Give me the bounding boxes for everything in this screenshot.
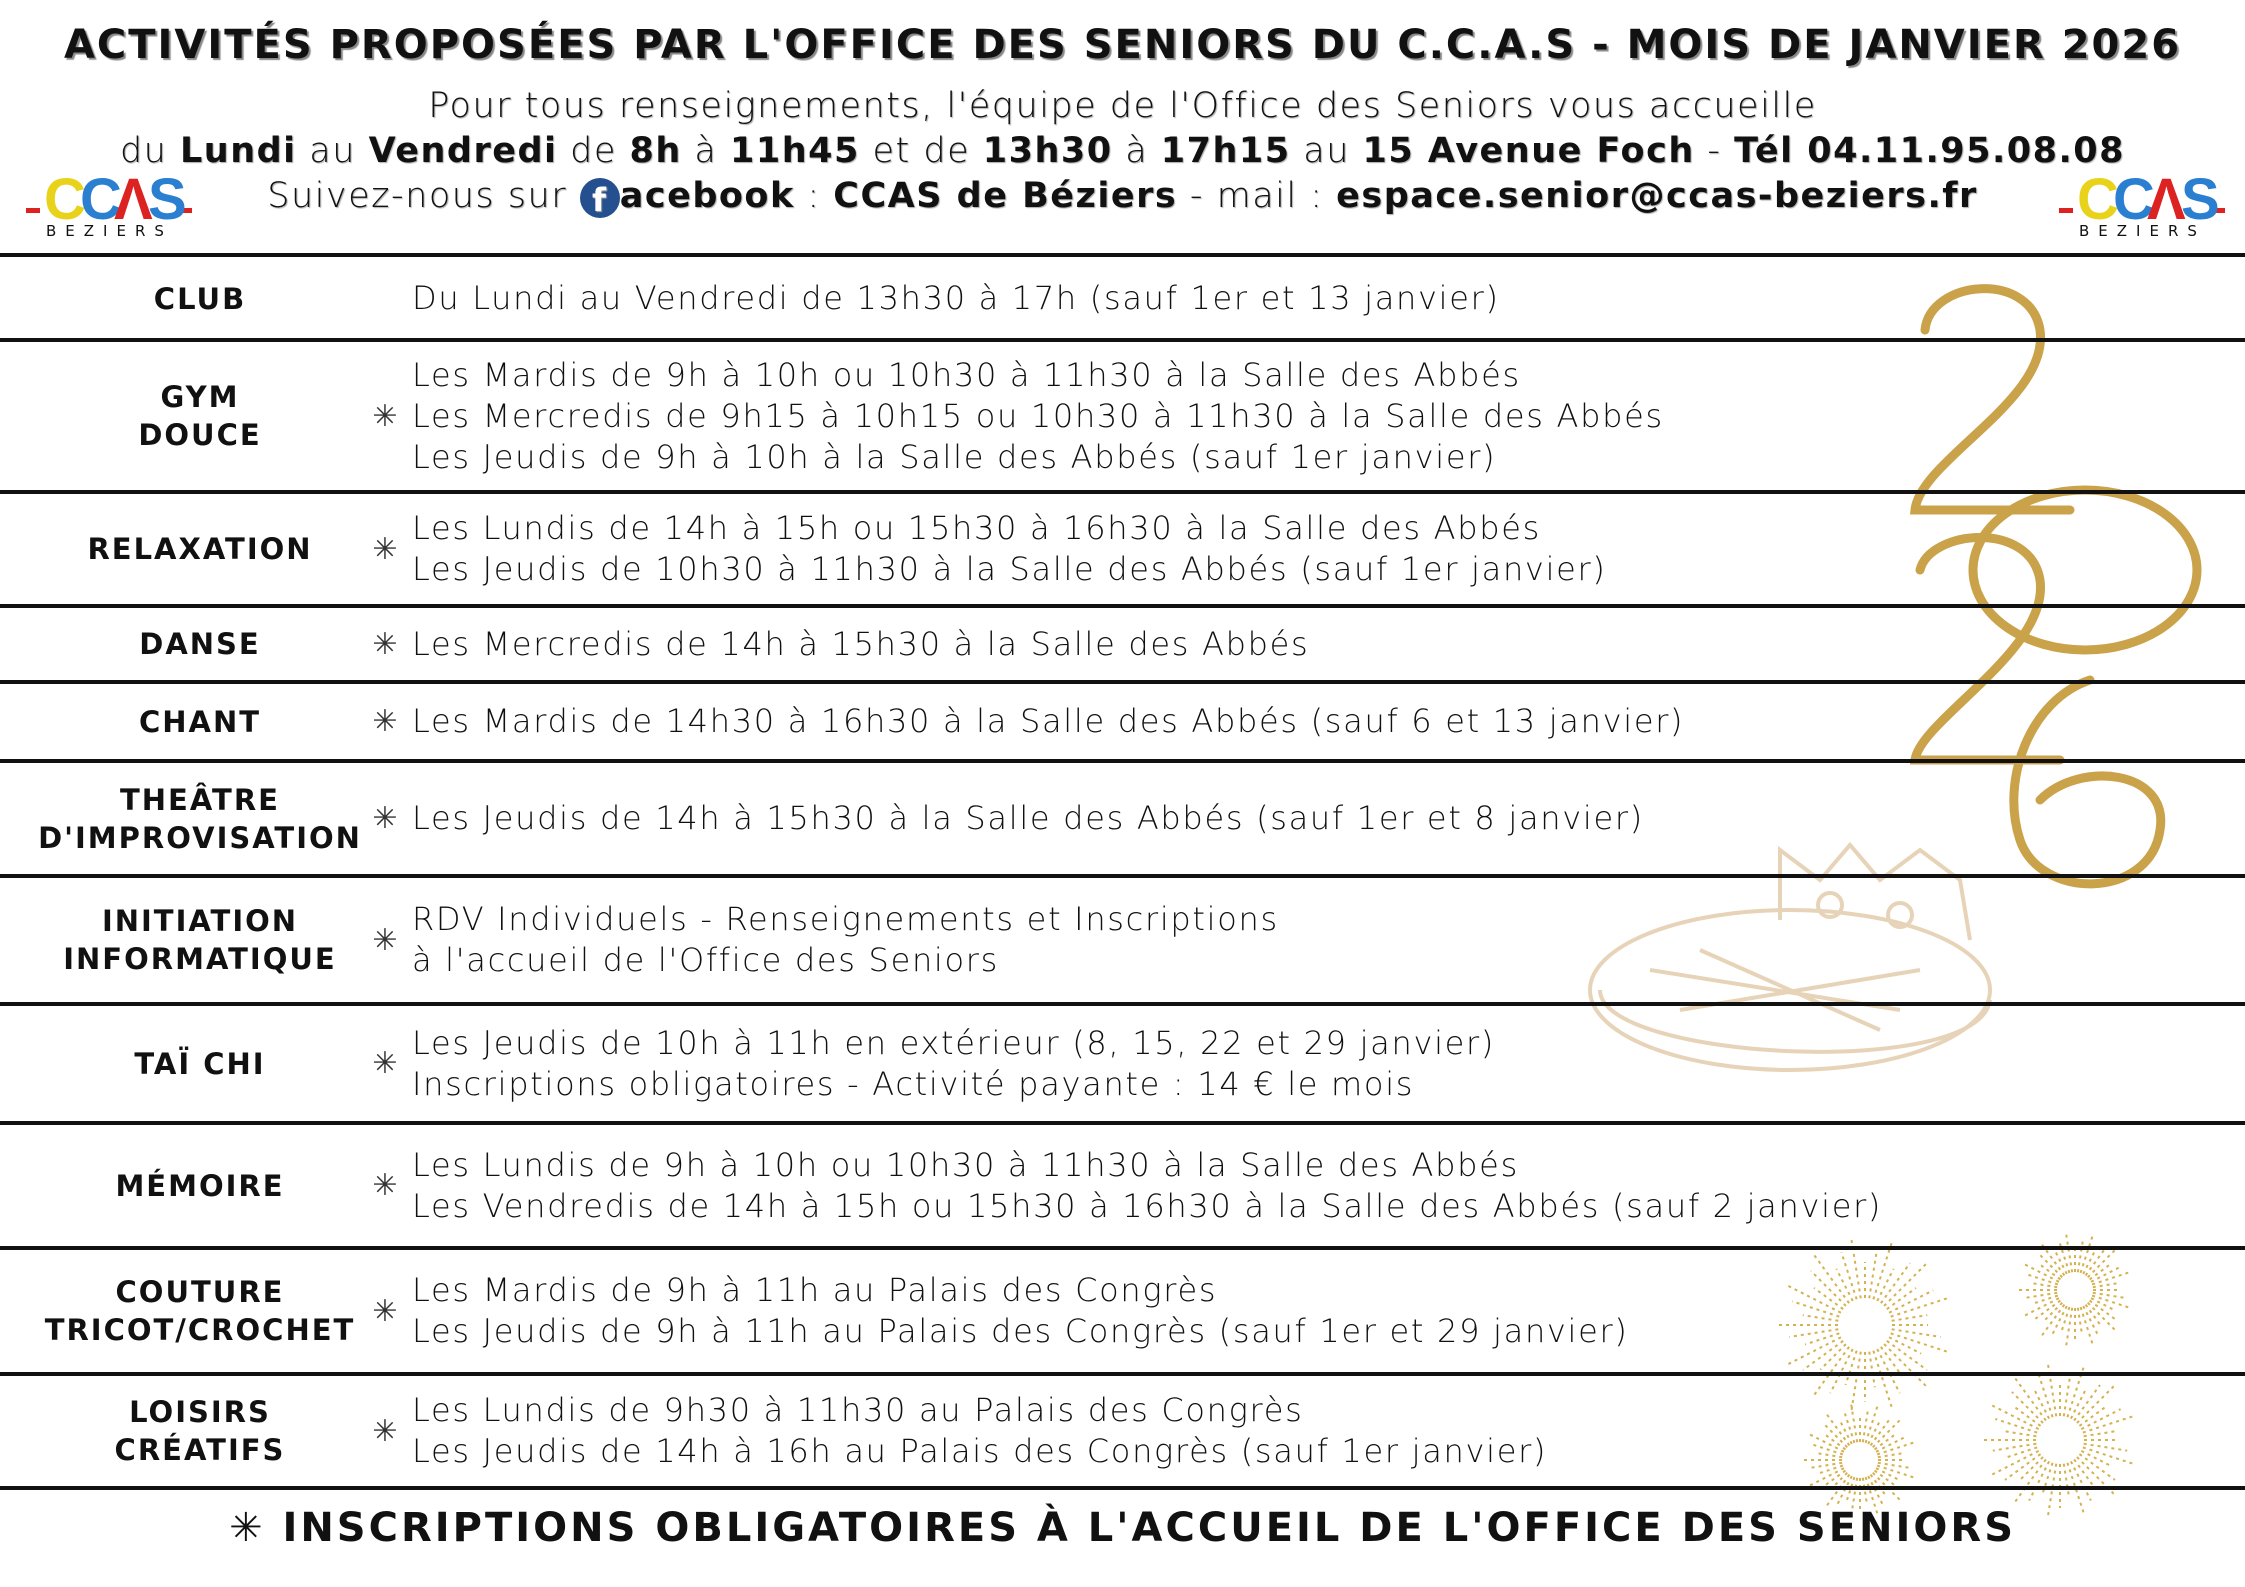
activity-schedule — [412, 278, 1500, 319]
activity-label-line: MÉMOIRE — [115, 1168, 285, 1203]
schedule-line: Les Mardis de 14h30 à 16h30 à la Salle des Abbés (sauf 6 et 13 janvier) — [412, 702, 1685, 740]
schedule-line: Les Mercredis de 14h à 15h30 à la Salle des Abbés — [412, 624, 1310, 663]
activity-label-line: INITIATION — [101, 904, 299, 938]
schedule-line: Les Jeudis de 9h à 11h au Palais des Congrès (sauf 1er et 29 janvier) — [412, 1312, 1629, 1350]
activity-label-line: INFORMATIQUE — [63, 942, 337, 976]
schedule-line: Les Lundis de 9h30 à 11h30 au Palais des Congrès — [412, 1391, 1304, 1429]
info-line: Pour tous renseignements, l'équipe de l'Office des Seniors vous accueille — [428, 86, 1817, 126]
schedule-line: Les Jeudis de 9h à 10h à la Salle des Abbés (sauf 1er janvier) — [412, 437, 1497, 476]
activity-label-line: DANSE — [139, 627, 261, 661]
activity-schedule — [412, 1145, 1882, 1227]
activity-label-line: CLUB — [153, 281, 247, 316]
activity-label — [0, 1393, 400, 1469]
schedule-line: RDV Individuels - Renseignements et Inscriptions — [412, 900, 1279, 938]
activity-label-line: DOUCE — [138, 418, 262, 452]
asterisk-icon: ✳ — [372, 626, 398, 662]
address: 15 Avenue Foch — [1362, 131, 1695, 171]
divider — [0, 253, 2245, 257]
activity-label — [0, 781, 400, 857]
activity-label — [0, 703, 400, 741]
activity-label — [0, 625, 400, 663]
facebook-link[interactable]: acebook — [619, 176, 795, 216]
activity-label-line: GYM — [160, 380, 240, 414]
schedule-line: Les Jeudis de 14h à 15h30 à la Salle des Abbés (sauf 1er et 8 janvier) — [412, 799, 1644, 837]
facebook-icon[interactable]: f — [580, 178, 620, 218]
ccas-logo-left: C C Λ S BEZIERS — [22, 170, 192, 240]
divider — [0, 1486, 2245, 1490]
activity-row — [0, 494, 2245, 604]
activity-row — [0, 1250, 2245, 1372]
activity-schedule — [412, 508, 1607, 590]
schedule-line: Les Mardis de 9h à 11h au Palais des Congrès — [412, 1271, 1218, 1309]
asterisk-icon: ✳ — [228, 1505, 266, 1551]
asterisk-icon: ✳ — [372, 922, 398, 958]
schedule-line: Les Mardis de 9h à 10h ou 10h30 à 11h30 à la Salle des Abbés — [412, 355, 1521, 394]
hours-line: du Lundi au Vendredi de 8h à 11h45 et de 13h30 à 17h15 au 15 Avenue Foch - Tél 04.11.95.08.08 — [119, 131, 2126, 171]
activity-row — [0, 259, 2245, 338]
ccas-logo-right: C C Λ S BEZIERS — [2055, 170, 2225, 240]
asterisk-icon: ✳ — [372, 704, 398, 739]
asterisk-icon: ✳ — [372, 531, 398, 567]
schedule-line: Les Jeudis de 10h30 à 11h30 à la Salle des Abbés (sauf 1er janvier) — [412, 550, 1607, 588]
activity-row — [0, 1125, 2245, 1246]
activity-label-line: LOISIRS — [129, 1395, 271, 1429]
activity-row — [0, 684, 2245, 759]
activity-label — [0, 1273, 400, 1349]
activity-label-line: D'IMPROVISATION — [38, 820, 362, 855]
activity-label-line: COUTURE — [115, 1275, 285, 1309]
activity-label-line: TRICOT/CROCHET — [44, 1313, 356, 1347]
activity-label — [0, 902, 400, 978]
facebook-page[interactable]: CCAS de Béziers — [833, 176, 1178, 216]
activity-row — [0, 342, 2245, 490]
activity-schedule — [412, 701, 1684, 742]
activity-label-line: THEÂTRE — [120, 782, 280, 817]
schedule-line: Les Mercredis de 9h15 à 10h15 ou 10h30 à 11h30 à la Salle des Abbés — [412, 396, 1664, 435]
activity-row — [0, 763, 2245, 874]
activity-label-line: TAÏ CHI — [134, 1046, 266, 1081]
activity-schedule — [412, 1270, 1629, 1352]
schedule-line: Les Lundis de 9h à 10h ou 10h30 à 11h30 à la Salle des Abbés — [412, 1145, 1519, 1184]
activity-schedule — [412, 1023, 1495, 1105]
activity-schedule — [412, 1390, 1547, 1472]
activity-label — [0, 1167, 400, 1205]
activity-label — [0, 378, 400, 454]
activity-row — [0, 1006, 2245, 1121]
activity-label-line: RELAXATION — [87, 532, 313, 566]
activity-schedule — [412, 899, 1279, 981]
registration-notice: ✳ INSCRIPTIONS OBLIGATOIRES À L'ACCUEIL DE L'OFFICE DES SENIORS — [228, 1505, 2017, 1551]
schedule-line: Les Lundis de 14h à 15h ou 15h30 à 16h30 à la Salle des Abbés — [412, 509, 1541, 547]
activity-row — [0, 1376, 2245, 1486]
asterisk-icon: ✳ — [372, 1413, 398, 1449]
schedule-line: Du Lundi au Vendredi de 13h30 à 17h (sauf 1er et 13 janvier) — [412, 279, 1500, 317]
activity-schedule — [412, 798, 1644, 839]
asterisk-icon: ✳ — [372, 1293, 398, 1329]
asterisk-icon: ✳ — [372, 1046, 398, 1081]
activity-schedule — [412, 624, 1309, 665]
activity-label-line: CHANT — [138, 704, 262, 739]
asterisk-icon: ✳ — [372, 398, 398, 434]
activity-row — [0, 608, 2245, 680]
schedule-line: Les Jeudis de 10h à 11h en extérieur (8, 15, 22 et 29 janvier) — [412, 1023, 1496, 1062]
activity-schedule — [412, 355, 1664, 478]
activity-label-line: CRÉATIFS — [114, 1433, 286, 1467]
activity-label — [0, 280, 400, 318]
asterisk-icon: ✳ — [372, 801, 398, 836]
email-link[interactable]: espace.senior@ccas-beziers.fr — [1336, 176, 1978, 216]
activity-label — [0, 530, 400, 568]
activity-row — [0, 878, 2245, 1002]
phone: Tél 04.11.95.08.08 — [1734, 131, 2126, 171]
activity-label — [0, 1045, 400, 1083]
schedule-line: Les Vendredis de 14h à 15h ou 15h30 à 16h30 à la Salle des Abbés (sauf 2 janvier) — [412, 1186, 1883, 1225]
page-title: ACTIVITÉS PROPOSÉES PAR L'OFFICE DES SENIORS DU C.C.A.S - MOIS DE JANVIER 2026 — [63, 22, 2182, 68]
schedule-line: Les Jeudis de 14h à 16h au Palais des Congrès (sauf 1er janvier) — [412, 1432, 1548, 1470]
contact-line: Suivez-nous sur f acebook : CCAS de Béziers - mail : espace.senior@ccas-beziers.fr — [267, 176, 1978, 219]
schedule-line: à l'accueil de l'Office des Seniors — [412, 941, 1000, 979]
asterisk-icon: ✳ — [372, 1168, 398, 1203]
schedule-line: Inscriptions obligatoires - Activité payante : 14 € le mois — [412, 1064, 1415, 1103]
